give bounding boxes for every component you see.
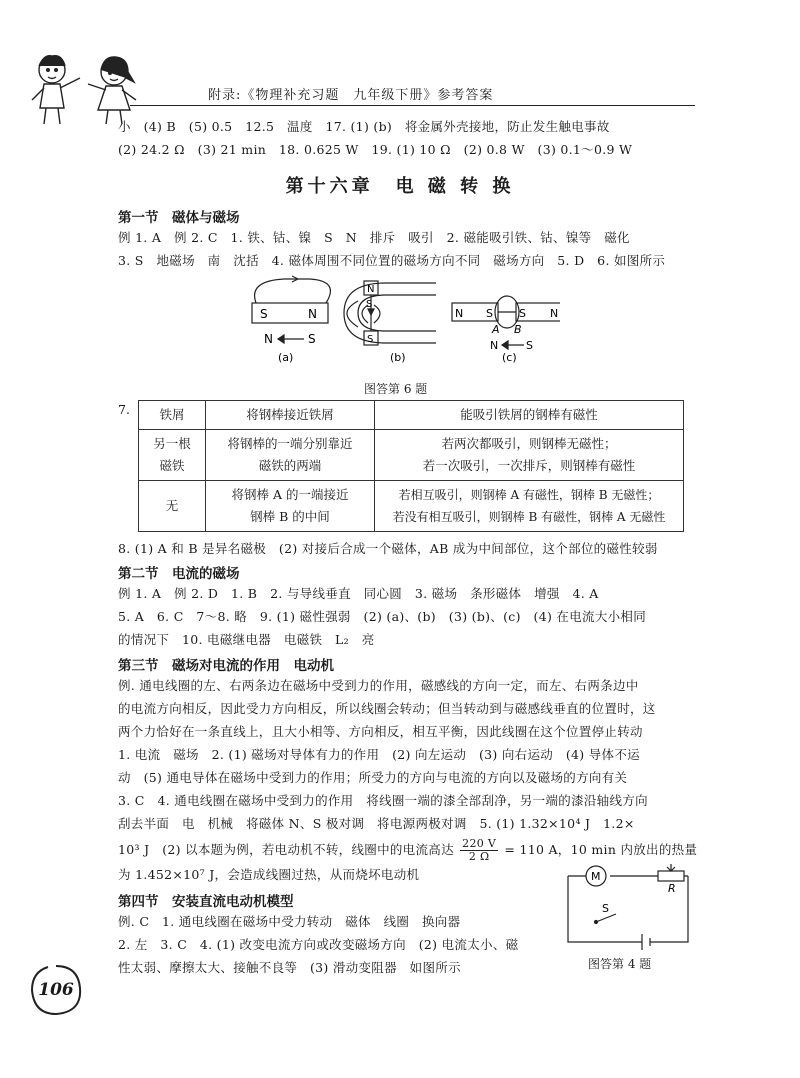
figure-label-a: (a)	[278, 351, 294, 364]
table-cell	[139, 430, 206, 481]
circuit-diagram	[556, 862, 696, 950]
page-number	[28, 962, 84, 1018]
fraction-denominator: 2 Ω	[468, 850, 490, 863]
cell-line: 若一次吸引，一次排斥，则钢棒有磁性	[422, 458, 636, 473]
text-line: 的情况下 10. 电磁继电器 电磁铁 L₂ 亮	[118, 632, 375, 647]
compass-c-s: S	[526, 339, 533, 352]
cell-line: 磁铁	[159, 458, 185, 473]
table-row	[139, 430, 684, 481]
text-line: 5. A 6. C 7～8. 略 9. (1) 磁性强弱 (2) (a)、(b) (3) (b)、(c) (4) 在电流大小相同	[118, 609, 647, 624]
figure-label-b: (b)	[390, 351, 406, 364]
compass-s: S	[308, 332, 316, 346]
table-cell	[206, 430, 375, 481]
text-line: 3. S 地磁场 南 沈括 4. 磁体周围不同位置的磁场方向不同 磁场方向 5. D 6. 如图所示	[118, 253, 666, 268]
cell-line: 将钢棒的一端分别靠近	[227, 436, 353, 451]
cell-line: 若两次都吸引，则钢棒无磁性；	[441, 436, 617, 451]
table-cell: 能吸引铁屑的钢棒有磁性	[375, 401, 684, 430]
header-illustration	[22, 48, 162, 128]
text-line: 例 1. A 例 2. C 1. 铁、钴、镍 S N 排斥 吸引 2. 磁能吸引铁、钴、镍等 磁化	[118, 230, 630, 245]
magnet-pole-n: N	[308, 307, 317, 321]
text-line: 为 1.452×10⁷ J，会造成线圈过热，从而烧坏电动机	[118, 867, 420, 882]
figure-b	[344, 281, 436, 345]
cell-line: 若相互吸引，则钢棒 A 有磁性，钢棒 B 无磁性；	[398, 488, 660, 502]
q7-table	[138, 400, 684, 532]
text-line: 1. 电流 磁场 2. (1) 磁场对导体有力的作用 (2) 向左运动 (3) 向右运动 (4) 导体不运	[118, 747, 640, 762]
table-row	[139, 481, 684, 532]
text-line: 的电流方向相反，因此受力方向相反，所以线圈会转动；但当转动到与磁感线垂直的位置时，这	[118, 701, 656, 716]
text-line: 小 (4) B (5) 0.5 12.5 温度 17. (1) (b) 将金属外壳接地，防止发生触电事故	[118, 119, 610, 134]
section-title: 第二节 电流的磁场	[118, 566, 240, 582]
magnet-c-n2: N	[550, 307, 559, 320]
section-title: 第四节 安装直流电动机模型	[118, 894, 294, 910]
figure-c	[452, 296, 560, 349]
magnet-c-n: N	[455, 307, 464, 320]
figure-magnetic-fields	[240, 275, 560, 375]
resistor-label: R	[668, 882, 676, 895]
cell-line: 另一根	[153, 436, 191, 451]
magnet-c-s1: S	[486, 307, 493, 320]
table-cell: 将钢棒接近铁屑	[206, 401, 375, 430]
table-header-row	[139, 401, 684, 430]
point-a: A	[492, 323, 500, 336]
text-line: 例. C 1. 通电线圈在磁场中受力转动 磁体 线圈 换向器	[118, 914, 461, 929]
text-line: 两个力恰好在一条直线上，且大小相等、方向相反，相互平衡，因此线圈在这个位置停止转动	[118, 724, 643, 739]
horseshoe-pole-n: N	[367, 284, 375, 295]
text-line: (2) 24.2 Ω (3) 21 min 18. 0.625 W 19. (1) 10 Ω (2) 0.8 W (3) 0.1～0.9 W	[118, 142, 633, 157]
text-line-fraction	[118, 837, 698, 863]
header-rule	[130, 105, 695, 106]
switch-label: S	[602, 902, 609, 915]
section-title: 第一节 磁体与磁场	[118, 210, 240, 226]
table-cell: 无	[139, 481, 206, 532]
text-line: 动 (5) 通电导体在磁场中受到力的作用；所受力的方向与电流的方向以及磁场的方向有关	[118, 770, 628, 785]
text-fragment: 10³ J (2) 以本题为例，若电动机不转，线圈中的电流高达	[118, 842, 454, 857]
text-line: 性太弱、摩擦太大、接触不良等 (3) 滑动变阻器 如图所示	[118, 960, 461, 975]
page-number-text: 106	[38, 980, 74, 1000]
point-b: B	[514, 323, 522, 336]
text-line: 例. 通电线圈的左、右两条边在磁场中受到力的作用，磁感线的方向一定，而左、右两条边中	[118, 678, 639, 693]
question-number: 7.	[118, 402, 130, 417]
fraction	[460, 838, 498, 863]
figure-caption: 图答第 6 题	[364, 382, 428, 396]
magnet-pole-s: S	[260, 307, 268, 321]
table-cell: 铁屑	[139, 401, 206, 430]
text-fragment: = 110 A，10 min 内放出的热量	[504, 842, 698, 857]
text-line: 刮去半面 电 机械 将磁体 N、S 极对调 将电源两极对调 5. (1) 1.32×10⁴ J 1.2×	[118, 816, 635, 831]
header-title: 附录:《物理补充习题 九年级下册》参考答案	[208, 88, 494, 103]
table-cell	[206, 481, 375, 532]
cell-line: 磁铁的两端	[258, 458, 322, 473]
table-cell	[375, 481, 684, 532]
text-line: 例 1. A 例 2. D 1. B 2. 与导线垂直 同心圆 3. 磁场 条形磁体 增强 4. A	[118, 586, 599, 601]
figure-label-c: (c)	[502, 351, 517, 364]
cell-line: 若没有相互吸引，则钢棒 B 有磁性，钢棒 A 无磁性	[392, 510, 666, 524]
compass-c-n: N	[490, 339, 499, 352]
table-cell	[375, 430, 684, 481]
text-line: 2. 左 3. C 4. (1) 改变电流方向或改变磁场方向 (2) 电流太小、磁	[118, 937, 519, 952]
text-line: 3. C 4. 通电线圈在磁场中受到力的作用 将线圈一端的漆全部刮净，另一端的漆沿轴线方向	[118, 793, 648, 808]
horseshoe-pole-s: S	[367, 334, 374, 345]
cell-line: 钢棒 B 的中间	[250, 509, 330, 524]
horseshoe-s: S	[366, 299, 373, 310]
section-title: 第三节 磁场对电流的作用 电动机	[118, 658, 334, 674]
magnet-c-s2: S	[519, 307, 526, 320]
circuit-caption: 图答第 4 题	[588, 957, 652, 971]
motor-symbol: M	[591, 870, 601, 883]
cell-line: 将钢棒 A 的一端接近	[231, 487, 349, 502]
chapter-title: 第十六章 电 磁 转 换	[285, 176, 515, 197]
compass-n: N	[264, 332, 273, 346]
fraction-numerator: 220 V	[462, 837, 497, 850]
text-line: 8. (1) A 和 B 是异名磁极 (2) 对接后合成一个磁体，AB 成为中间部位，这个部位的磁性较弱	[118, 541, 658, 556]
